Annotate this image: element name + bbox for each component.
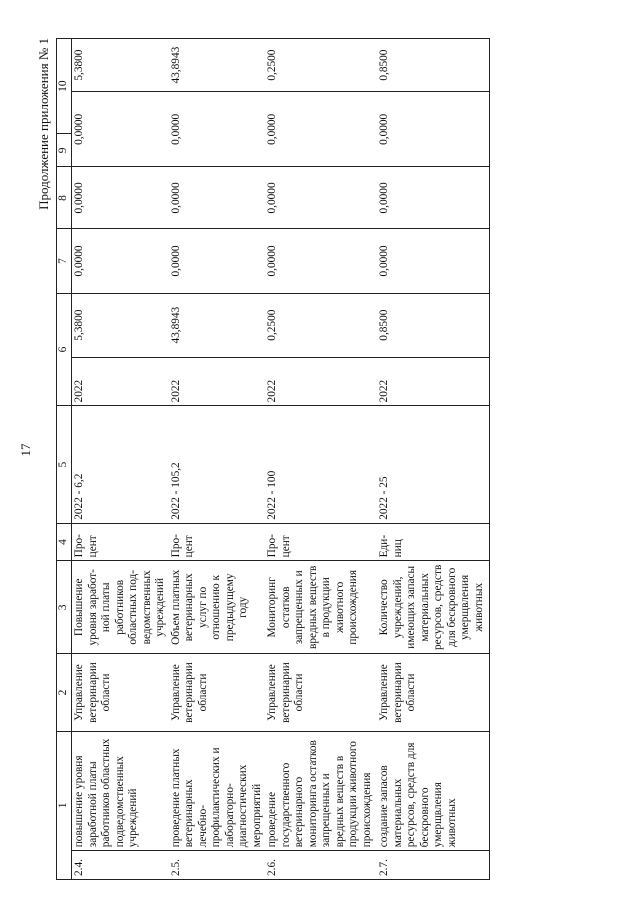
col-header-6: 6	[57, 293, 72, 406]
indicator: Объем платных ветеринарных услуг по отношению к предыдущему году	[169, 561, 266, 654]
table-row	[377, 39, 490, 880]
appendix-continuation: Продолжение приложения № 1	[36, 38, 51, 210]
col-header-5: 5	[57, 406, 72, 523]
amount-col-10: 0,2500	[265, 39, 377, 92]
indicator: Повышение уровня заработ-ной платы работников областных под-ведомственных учреждений	[72, 561, 169, 654]
activity-name: проведение государственного ветеринарного мониторинга остатков запрещенных и вредных веществ в продукции животного происхождения	[265, 731, 377, 851]
unit: Про-цент	[72, 523, 169, 561]
col-header-1: 1	[57, 731, 72, 879]
row-number: 2.6.	[265, 851, 377, 880]
target-value: 2022 - 6,2	[72, 406, 169, 523]
activity-name: проведение платных ветеринарных лечебно-профилактических и лабораторно-диагностических мероприятий	[169, 731, 266, 851]
amount-col-7: 0,0000	[377, 229, 490, 293]
col-header-4: 4	[57, 523, 72, 561]
amount-col-8: 0,0000	[169, 167, 266, 229]
amount-col-10: 5,3800	[72, 39, 169, 92]
col-header-9: 9	[57, 134, 72, 167]
unit: Про-цент	[169, 523, 266, 561]
amount-col-10: 0,8500	[377, 39, 490, 92]
page-number: 17	[18, 443, 33, 457]
amount-col-7: 0,0000	[169, 229, 266, 293]
amount-col-7: 0,0000	[265, 229, 377, 293]
col-header-10: 10	[57, 39, 72, 134]
table-row	[265, 39, 377, 880]
target-value: 2022 - 100	[265, 406, 377, 523]
amount-col-10: 43,8943	[169, 39, 266, 92]
amount-col-8: 0,0000	[377, 167, 490, 229]
col-header-8: 8	[57, 167, 72, 229]
amount-col-9: 0,0000	[377, 92, 490, 167]
table-row	[169, 39, 266, 880]
amount-col-7: 0,0000	[72, 229, 169, 293]
year: 2022	[72, 357, 169, 406]
row-number: 2.7.	[377, 851, 490, 880]
executor: Управление ветеринарии области	[169, 654, 266, 731]
col-header-2: 2	[57, 654, 72, 731]
executor: Управление ветеринарии области	[72, 654, 169, 731]
indicator: Мониторинг остатков запрещенных и вредных веществ в продукции животного происхождения	[265, 561, 377, 654]
target-value: 2022 - 105,2	[169, 406, 266, 523]
amount-col-9: 0,0000	[169, 92, 266, 167]
row-number: 2.5.	[169, 851, 266, 880]
target-value: 2022 - 25	[377, 406, 490, 523]
amount-col-8: 0,0000	[265, 167, 377, 229]
year: 2022	[265, 357, 377, 406]
col-header-7: 7	[57, 229, 72, 293]
total-amount: 0,8500	[377, 293, 490, 357]
activity-name: создание запасов материальных ресурсов, средств для бескровного умерщвления животных	[377, 731, 490, 851]
unit: Про-цент	[265, 523, 377, 561]
program-table	[56, 38, 490, 880]
amount-col-9: 0,0000	[72, 92, 169, 167]
total-amount: 5,3800	[72, 293, 169, 357]
col-header-3: 3	[57, 561, 72, 654]
indicator: Количество учреждений, имеющих запасы материальных ресурсов, средств для бескровного умерщвления животных	[377, 561, 490, 654]
amount-col-8: 0,0000	[72, 167, 169, 229]
total-amount: 0,2500	[265, 293, 377, 357]
total-amount: 43,8943	[169, 293, 266, 357]
year: 2022	[377, 357, 490, 406]
row-number: 2.4.	[72, 851, 169, 880]
executor: Управление ветеринарии области	[265, 654, 377, 731]
column-number-row	[57, 39, 72, 880]
table-row	[72, 39, 169, 880]
unit: Еди-ниц	[377, 523, 490, 561]
executor: Управление ветеринарии области	[377, 654, 490, 731]
amount-col-9: 0,0000	[265, 92, 377, 167]
year: 2022	[169, 357, 266, 406]
activity-name: повышение уровня заработной платы работников областных подведомственных учреждений	[72, 731, 169, 851]
